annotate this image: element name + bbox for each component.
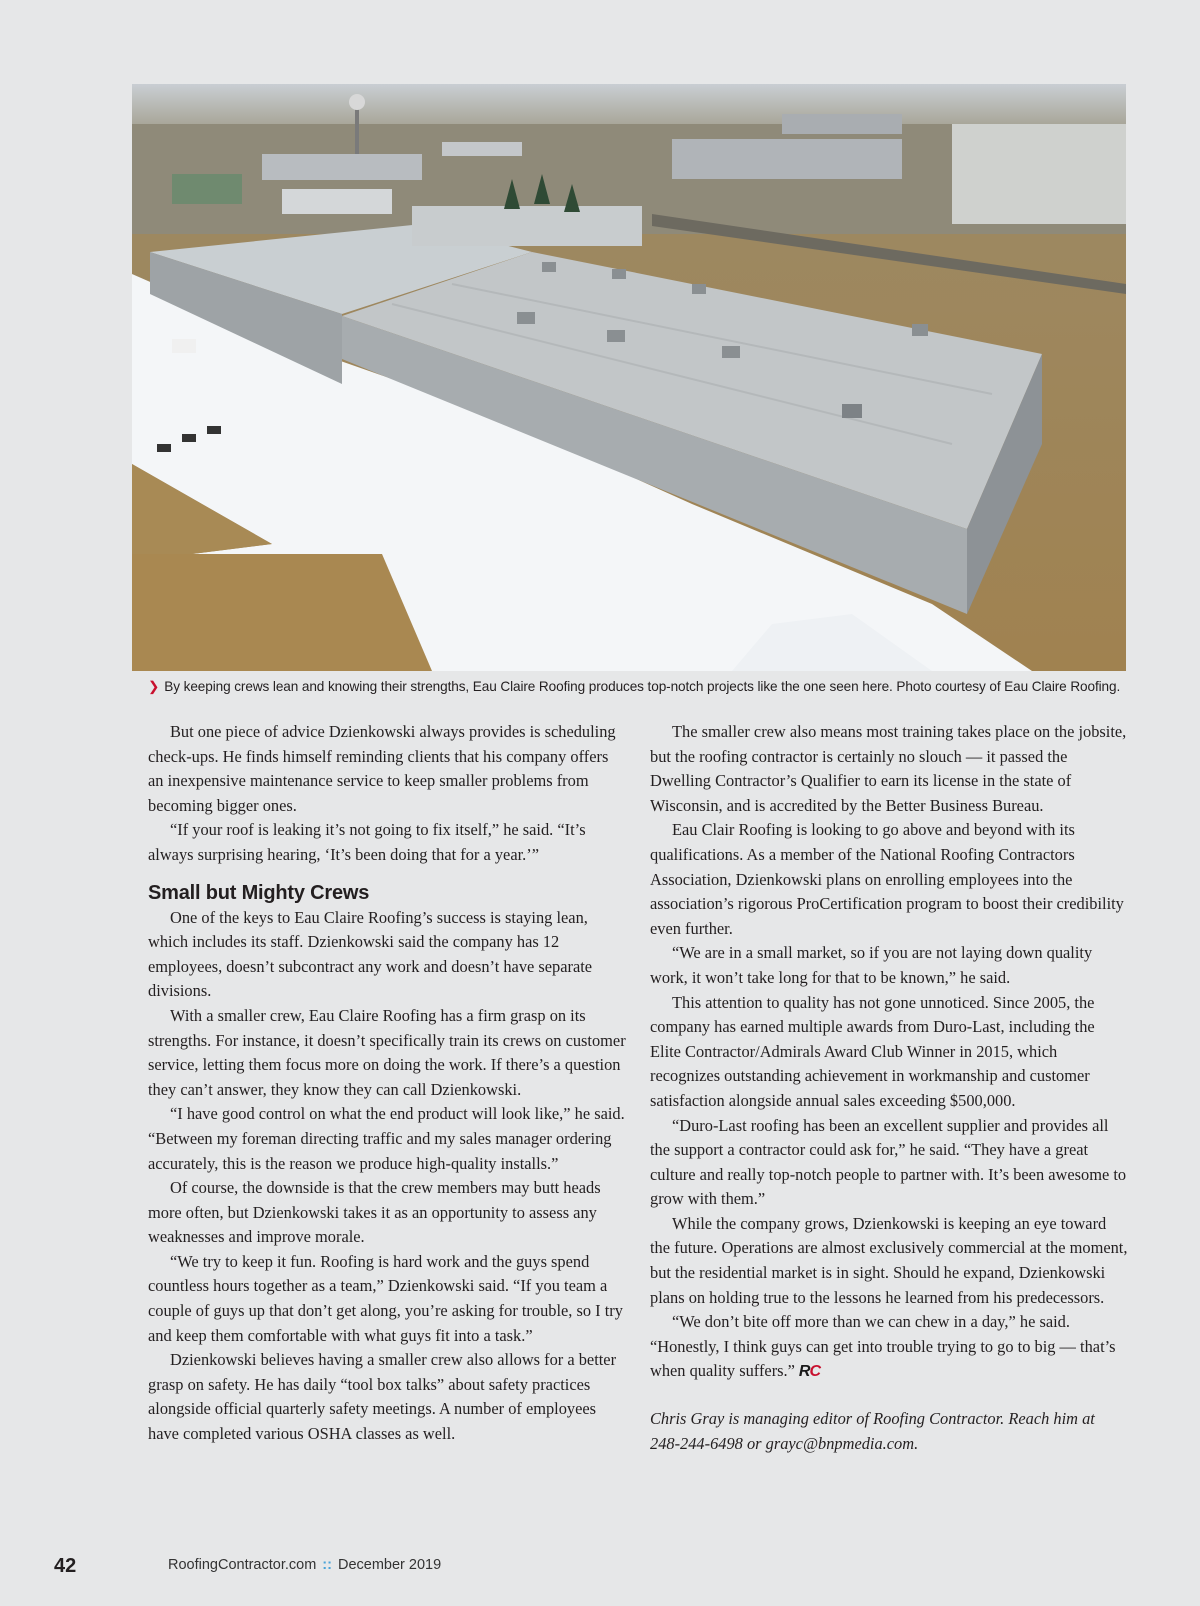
chevron-right-icon: ❯ <box>148 679 160 694</box>
caption-text: By keeping crews lean and knowing their strengths, Eau Claire Roofing produces top-notch projects like the one seen here. Photo courtesy of Eau Claire Roofing. <box>164 679 1121 694</box>
footer-site: RoofingContractor.com <box>168 1557 317 1573</box>
footer-separator: :: <box>322 1557 332 1573</box>
photo-caption <box>148 679 1148 695</box>
paragraph: “We are in a small market, so if you are not laying down quality work, it won’t take long for that to be known,” he said. <box>650 943 1093 987</box>
author-bio: Chris Gray is managing editor of Roofing Contractor. Reach him at 248-244-6498 or grayc@bnpmedia.com. <box>650 1409 1095 1453</box>
paragraph: Of course, the downside is that the crew members may butt heads more often, but Dzienkowski takes it as an opportunity to assess any weaknesses and improve morale. <box>148 1178 601 1247</box>
right-column <box>650 720 1128 1456</box>
paragraph: This attention to quality has not gone unnoticed. Since 2005, the company has earned multiple awards from Duro-Last, including the Elite Contractor/Admirals Award Club Winner in 2015, which recognizes outstanding achievement in workmanship and customer satisfaction alongside annual sales exceeding $500,000. <box>650 992 1095 1110</box>
footer <box>168 1557 441 1573</box>
paragraph: Dzienkowski believes having a smaller crew also allows for a better grasp on safety. He has daily “tool box talks” about safety practices alongside official quarterly safety meetings. A number of employees have completed various OSHA classes as well. <box>148 1350 617 1444</box>
end-mark-r: R <box>798 1363 810 1381</box>
paragraph: The smaller crew also means most training takes place on the jobsite, but the roofing contractor is certainly no slouch — it passed the Dwelling Contractor’s Qualifier to earn its license in the state of Wisconsin, and is accredited by the Better Business Bureau. <box>650 722 1127 815</box>
paragraph <box>650 1310 1128 1385</box>
paragraph: “I have good control on what the end product will look like,” he said. “Between my foreman directing traffic and my sales manager ordering accurately, this is the reason we produce high-quality installs.” <box>148 1104 625 1173</box>
paragraph: One of the keys to Eau Claire Roofing’s success is staying lean, which includes its staff. Dzienkowski said the company has 12 employees, doesn’t subcontract any work and doesn’t have separate divisions. <box>148 907 593 1001</box>
paragraph: While the company grows, Dzienkowski is keeping an eye toward the future. Operations are almost exclusively commercial at the moment, but the residential market is in sight. Should he expand, Dzienkowski plans on holding true to the lessons he learned from his predecessors. <box>650 1213 1128 1307</box>
footer-issue: December 2019 <box>337 1557 442 1573</box>
paragraph: “If your roof is leaking it’s not going to fix itself,” he said. “It’s always surprising hearing, ‘It’s been doing that for a year.’” <box>148 820 586 864</box>
aerial-building-photo <box>132 84 1126 671</box>
paragraph-text: “We don’t bite off more than we can chew in a day,” he said. “Honestly, I think guys can get into trouble trying to go to big — that’s when quality suffers.” <box>650 1312 1116 1381</box>
paragraph: “We try to keep it fun. Roofing is hard work and the guys spend countless hours together as a team,” Dzienkowski said. “If you team a couple of guys up that don’t get along, you’re asking for trouble, so I try and keep them comfortable with what guys fit into a task.” <box>148 1251 623 1345</box>
paragraph: “Duro-Last roofing has been an excellent supplier and provides all the support a contractor could ask for,” he said. “They have a great culture and really top-notch people to partner with. It’s been awesome to grow with them.” <box>650 1115 1127 1209</box>
left-column <box>148 720 626 1447</box>
end-mark-logo <box>799 1363 820 1380</box>
end-mark-c: C <box>809 1363 821 1381</box>
section-heading: Small but Mighty Crews <box>148 881 370 904</box>
paragraph: With a smaller crew, Eau Claire Roofing has a firm grasp on its strengths. For instance, it doesn’t specifically train its crews on customer service, letting them focus more on doing the work. If there’s a question they can’t answer, they know they can call Dzienkowski. <box>148 1005 626 1099</box>
page-number: 42 <box>54 1555 77 1577</box>
paragraph: Eau Clair Roofing is looking to go above and beyond with its qualifications. As a member of the National Roofing Contractors Association, Dzienkowski plans on enrolling employees into the association’s rigorous ProCertification program to boost their credibility even further. <box>650 820 1124 938</box>
aerial-building-illustration <box>132 84 1126 671</box>
paragraph: But one piece of advice Dzienkowski always provides is scheduling check-ups. He finds himself reminding clients that his company offers an inexpensive maintenance service to keep smaller problems from becoming bigger ones. <box>148 722 616 815</box>
